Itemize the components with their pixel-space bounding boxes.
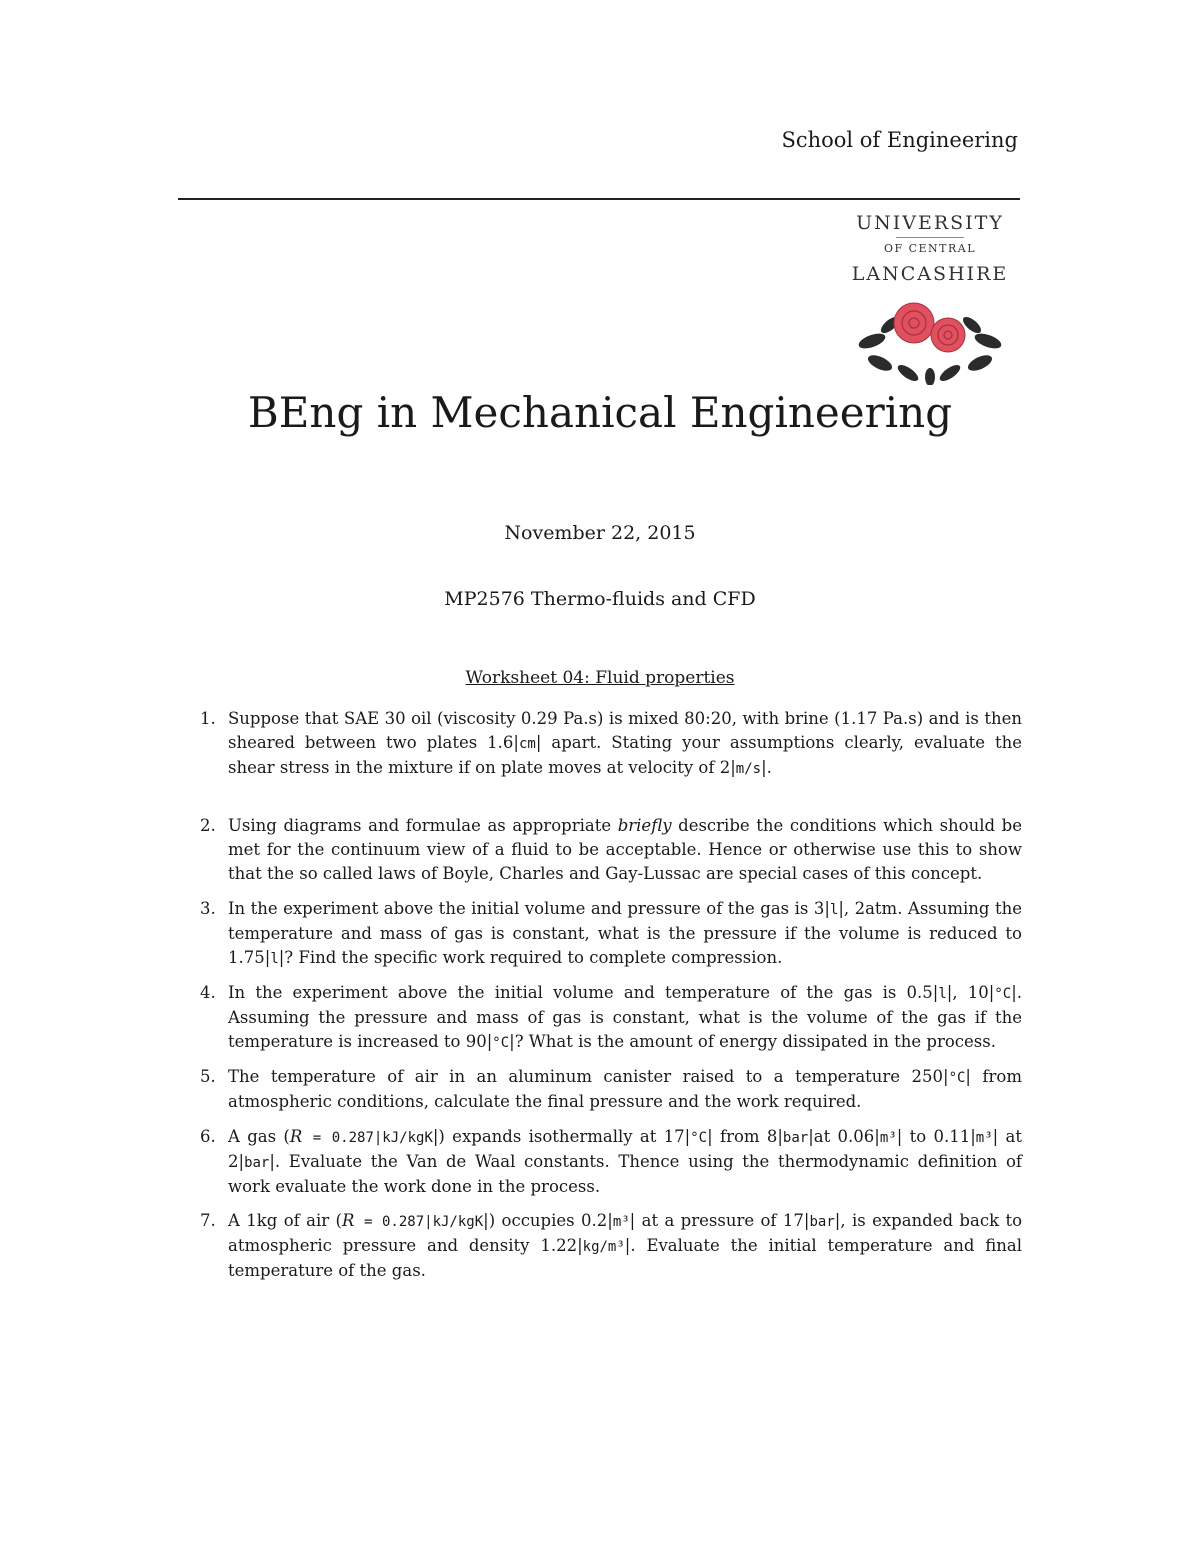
question-1 (200, 707, 1022, 781)
question-text: |. (761, 758, 772, 777)
question-text: In the experiment above the initial volume and pressure of the gas is 3| (228, 899, 830, 918)
question-text: A 1kg of air ( (228, 1211, 342, 1230)
unit: kg/m³ (582, 1239, 625, 1255)
question-number: 1. (200, 709, 216, 728)
logo-line-1: UNIVERSITY (856, 212, 1004, 234)
question-text: |) expands isothermally at 17| (432, 1127, 691, 1146)
unit: bar (244, 1155, 270, 1171)
question-text: | to 0.11| (896, 1127, 976, 1146)
rose-emblem-icon (850, 289, 1010, 385)
gas-constant-symbol: R (341, 1211, 355, 1230)
unit: bar (782, 1130, 809, 1146)
question-text: | apart. Stating your assumptions clearly, evaluate the shear stress in the mixture if on plate moves at velocity of 2| (228, 733, 1022, 777)
question-text: In the experiment above the initial volume and temperature of the gas is 0.5| (228, 983, 939, 1002)
question-3 (200, 897, 1022, 971)
unit: °C (948, 1070, 966, 1086)
question-text: |, 2atm. Assuming the temperature and mass of gas is constant, what is the pressure if the volume is reduced to 1.75| (228, 899, 1022, 967)
question-text: | at a pressure of 17| (629, 1211, 810, 1230)
question-text: Suppose that SAE 30 oil (viscosity 0.29 Pa.s) is mixed 80:20, with brine (1.17 Pa.s) and is then sheared between two plates 1.6| (228, 709, 1022, 752)
question-text: | from atmospheric conditions, calculate the final pressure and the work required. (228, 1067, 1022, 1111)
question-text: |at 0.06| (808, 1127, 880, 1146)
question-text: |? Find the specific work required to complete compression. (278, 948, 783, 967)
header-rule (178, 198, 1020, 200)
unit: m/s (735, 761, 762, 777)
logo-line-3: LANCASHIRE (851, 263, 1009, 285)
question-text: |? What is the amount of energy dissipated in the process. (509, 1032, 996, 1051)
question-number: 2. (200, 816, 216, 835)
question-text: Using diagrams and formulae as appropriate (228, 816, 618, 835)
unit: °C (994, 986, 1012, 1002)
university-logo (846, 212, 1014, 385)
question-7 (200, 1209, 1023, 1283)
question-number: 7. (200, 1211, 216, 1230)
unit: l (270, 951, 279, 967)
gas-constant-symbol: R (289, 1127, 303, 1146)
school-name: School of Engineering (781, 128, 1018, 152)
worksheet-title-text: Worksheet 04: Fluid properties (465, 668, 735, 688)
question-number: 5. (200, 1067, 216, 1086)
question-text: |. Evaluate the Van de Waal constants. Thence using the thermodynamic definition of work evaluate the work done in the process. (228, 1152, 1022, 1196)
unit: m³ (612, 1214, 630, 1230)
document-date: November 22, 2015 (504, 522, 696, 544)
question-text: | from 8| (707, 1127, 783, 1146)
question-text: = 0.287| (354, 1214, 433, 1230)
unit: cm (518, 736, 536, 752)
unit: l (938, 986, 947, 1002)
question-text: |, is expanded back to atmospheric pressure and density 1.22| (228, 1211, 1023, 1255)
unit: m³ (975, 1130, 993, 1146)
question-number: 3. (200, 899, 216, 918)
document-title: BEng in Mechanical Engineering (247, 388, 953, 437)
unit: bar (809, 1214, 835, 1230)
question-text: |. Assuming the pressure and mass of gas is constant, what is the volume of the gas if the temperature is increased to 90| (228, 983, 1022, 1051)
question-number: 4. (200, 983, 216, 1002)
question-6 (200, 1125, 1022, 1199)
question-text: |) occupies 0.2| (483, 1211, 613, 1230)
unit: l (829, 902, 839, 918)
unit: °C (690, 1130, 708, 1146)
question-number: 6. (200, 1127, 216, 1146)
question-5 (200, 1065, 1022, 1114)
logo-line-2: OF CENTRAL (846, 242, 1014, 255)
question-text: |. Evaluate the initial temperature and final temperature of the gas. (228, 1236, 1022, 1280)
question-text: The temperature of air in an aluminum canister raised to a temperature 250| (228, 1067, 949, 1086)
unit: kJ/kgK (432, 1214, 484, 1230)
unit: °C (492, 1035, 510, 1051)
unit: m³ (879, 1130, 897, 1146)
question-text: = 0.287| (302, 1130, 383, 1146)
emphasis: briefly (617, 816, 672, 835)
question-text: describe the conditions which should be met for the continuum view of a fluid to be acceptable. Hence or otherwise use this to show that the so called laws of Boyle, Charles and Gay-Lussac are special cases of this concept. (228, 816, 1022, 883)
question-2 (200, 814, 1022, 886)
question-text: A gas ( (228, 1127, 290, 1146)
unit: kJ/kgK (382, 1130, 433, 1146)
question-text: | at 2| (228, 1127, 1022, 1171)
question-4 (200, 981, 1022, 1055)
course-title: MP2576 Thermo-fluids and CFD (444, 588, 756, 610)
question-text: |, 10| (946, 983, 995, 1002)
worksheet-title (0, 668, 1200, 688)
